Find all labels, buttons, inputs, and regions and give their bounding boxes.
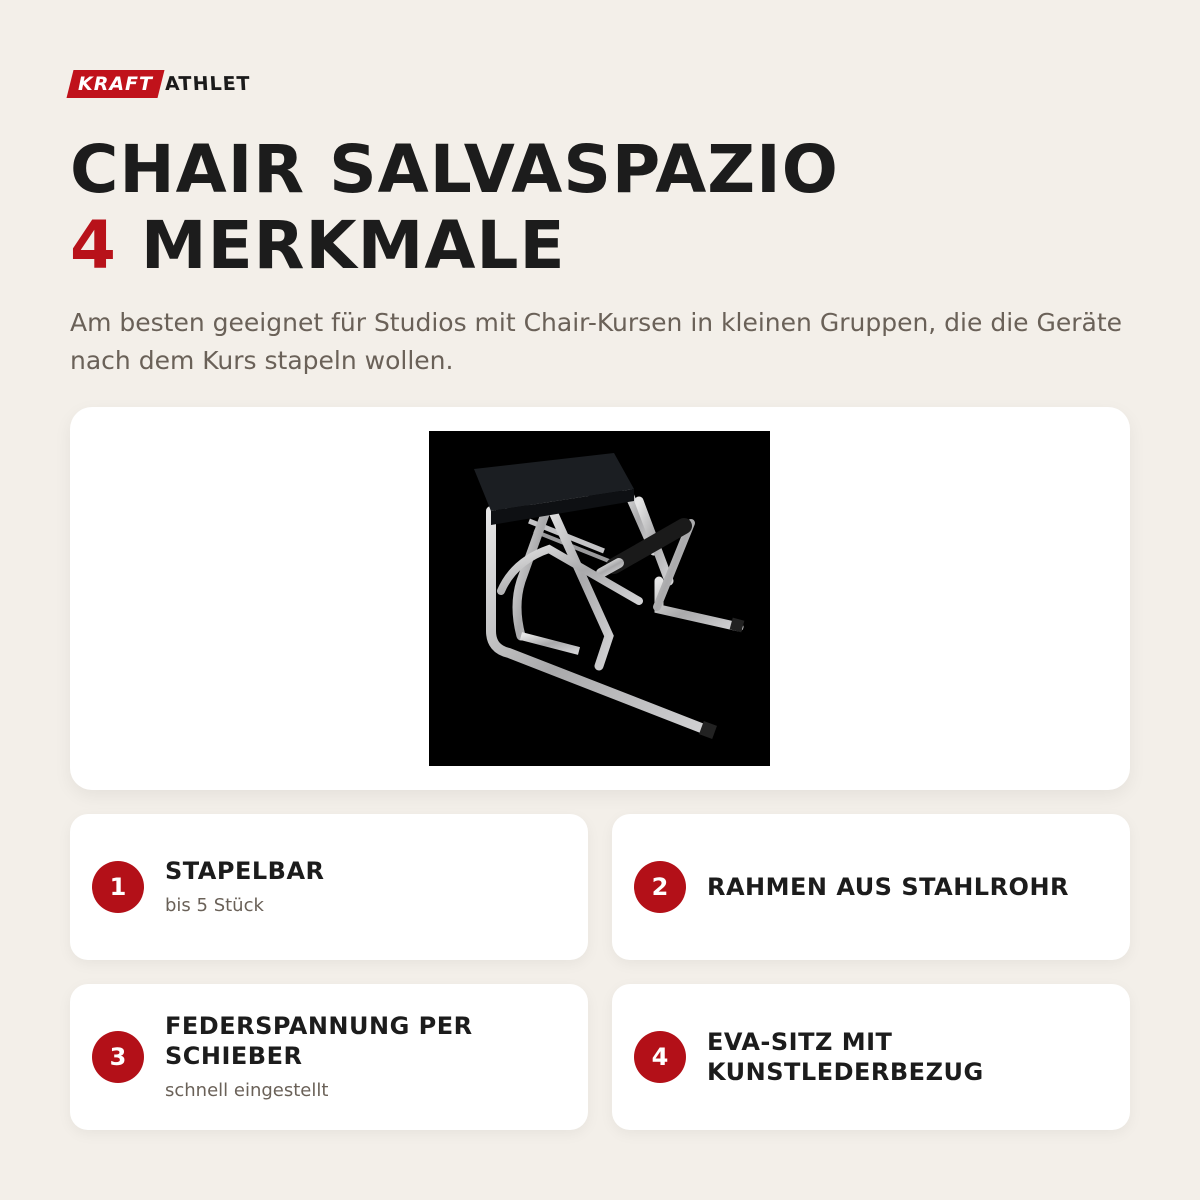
page-title: [70, 132, 839, 284]
product-photo: [429, 431, 770, 766]
feature-number-badge: 3: [92, 1031, 144, 1083]
feature-title: EVA-SITZ MIT KUNSTLEDERBEZUG: [707, 1028, 984, 1086]
product-image-card: [70, 407, 1130, 790]
title-line-1: CHAIR SALVASPAZIO: [70, 131, 839, 208]
feature-title: STAPELBAR: [165, 857, 325, 885]
feature-title: RAHMEN AUS STAHLROHR: [707, 873, 1070, 901]
page-subtitle: Am besten geeignet für Studios mit Chair-Kursen in kleinen Gruppen, die die Geräte nach dem Kurs stapeln wollen.: [70, 308, 1123, 375]
feature-subtitle: schnell eingestellt: [165, 1080, 329, 1101]
pilates-chair-illustration: [429, 431, 770, 766]
brand-logo: [70, 70, 254, 98]
feature-number-badge: 4: [634, 1031, 686, 1083]
title-count: 4: [70, 207, 117, 284]
feature-card-3: [70, 984, 588, 1130]
title-line-2: [70, 208, 839, 284]
feature-card-4: [612, 984, 1130, 1130]
brand-logo-athlet: ATHLET: [162, 73, 254, 95]
feature-number-badge: 1: [92, 861, 144, 913]
title-merkmale: MERKMALE: [140, 207, 566, 284]
feature-subtitle: bis 5 Stück: [165, 895, 264, 916]
brand-logo-kraft: KRAFT: [67, 70, 165, 98]
feature-card-1: [70, 814, 588, 960]
feature-number-badge: 2: [634, 861, 686, 913]
feature-card-2: [612, 814, 1130, 960]
feature-title: FEDERSPANNUNG PER SCHIEBER: [165, 1012, 473, 1070]
